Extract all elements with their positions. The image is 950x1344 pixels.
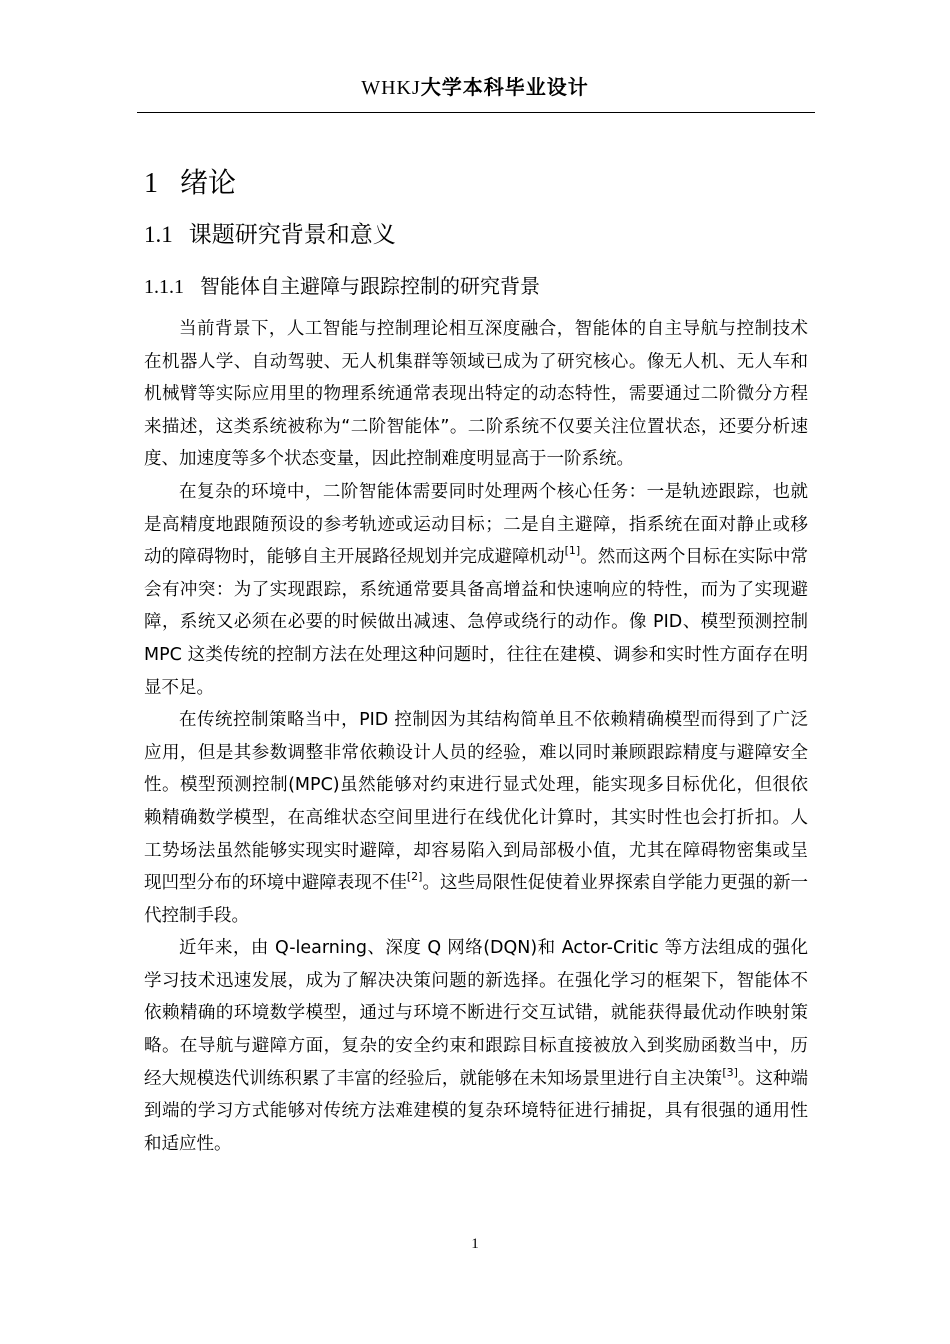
paragraph-text: 。这种端到端的学习方式能够对传统方法难建模的复杂环境特征进行捕捉，具有很强的通用性和适应性。 — [144, 1068, 809, 1154]
paragraph — [144, 932, 808, 1160]
chapter-title: 绪论 — [180, 166, 237, 199]
header-rule — [137, 112, 815, 113]
chapter-heading — [144, 165, 236, 202]
paragraph-text: 。然而这两个目标在实际中常会有冲突：为了实现跟踪，系统通常要具备高增益和快速响应的特性，而为了实现避障，系统又必须在必要的时候做出减速、急停或绕行的动作。像 PID、模型预测控制 MPC 这类传统的控制方法在处理这种问题时，往往在建模、调参和实时性方面存在明显不足。 — [144, 547, 809, 698]
citation: [3] — [722, 1065, 738, 1079]
paragraph — [144, 704, 808, 932]
paragraph — [144, 476, 808, 704]
page-header — [0, 74, 950, 101]
chapter-number: 1 — [144, 168, 158, 199]
citation: [1] — [564, 544, 581, 558]
paragraph-text: 在复杂的环境中，二阶智能体需要同时处理两个核心任务：一是轨迹跟踪，也就是高精度地跟随预设的参考轨迹或运动目标；二是自主避障，指系统在面对静止或移动的障碍物时，能够自主开展路径规划并完成避障机动 — [144, 481, 808, 568]
page-number: 1 — [471, 1236, 479, 1252]
citation: [2] — [406, 870, 423, 884]
paragraph-text: 近年来，由 Q-learning、深度 Q 网络(DQN)和 Actor-Critic 等方法组成的强化学习技术迅速发展，成为了解决决策问题的新选择。在强化学习的框架下，智能体不依赖精确的环境数学模型，通过与环境不断进行交互试错，就能获得最优动作映射策略。在导航与避障方面，复杂的安全约束和跟踪目标直接被放入到奖励函数当中，历经大规模迭代训练积累了丰富的经验后，就能够在未知场景里进行自主决策 — [144, 938, 808, 1089]
section-heading — [144, 220, 396, 250]
subsection-heading — [144, 272, 540, 301]
paragraph: 当前背景下，人工智能与控制理论相互深度融合，智能体的自主导航与控制技术在机器人学、自动驾驶、无人机集群等领域已成为了研究核心。像无人机、无人车和机械臂等实际应用里的物理系统通常表现出特定的动态特性，需要通过二阶微分方程来描述，这类系统被称为“二阶智能体”。二阶系统不仅要关注位置状态，还要分析速度、加速度等多个状态变量，因此控制难度明显高于一阶系统。 — [144, 319, 808, 470]
header-thesis-label: 大学本科毕业设计 — [420, 75, 589, 99]
section-title: 课题研究背景和意义 — [188, 222, 396, 248]
subsection-title: 智能体自主避障与跟踪控制的研究背景 — [200, 274, 540, 298]
body-text — [144, 313, 808, 1160]
paragraph-text: 。这些局限性促使着业界探索自学能力更强的新一代控制手段。 — [144, 873, 809, 926]
paragraph-text: 在传统控制策略当中，PID 控制因为其结构简单且不依赖精确模型而得到了广泛应用，但是其参数调整非常依赖设计人员的经验，难以同时兼顾跟踪精度与避障安全性。模型预测控制(MPC)虽然能够对约束进行显式处理，能实现多目标优化，但很依赖精确数学模型，在高维状态空间里进行在线优化计算时，其实时性也会打折扣。人工势场法虽然能够实现实时避障，却容易陷入到局部极小值，尤其在障碍物密集或呈现凹型分布的环境中避障表现不佳 — [144, 710, 808, 894]
subsection-number: 1.1.1 — [144, 276, 184, 298]
section-number: 1.1 — [144, 222, 173, 247]
header-institution: WHKJ — [361, 77, 421, 99]
